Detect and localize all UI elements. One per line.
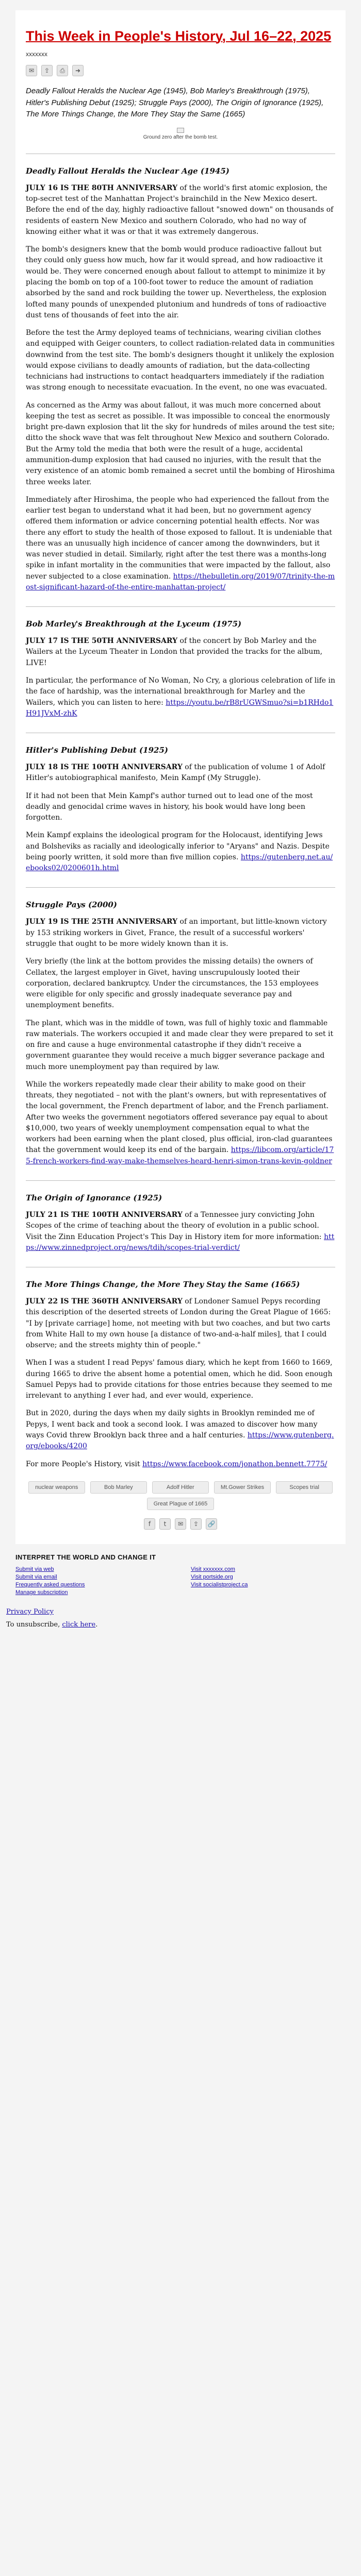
section-divider [26,606,335,607]
footer-link-visit-portside[interactable]: Visit portside.org [191,1573,233,1580]
email-icon[interactable]: ✉ [26,65,37,76]
article-link[interactable]: https://thebulletin.org/2019/07/trinity-the-most-significant-hazard-of-the-entire-manhattan-project/ [26,572,335,591]
article-link[interactable]: https://youtu.be/rB8rUGWSmuo?si=b1RHdo1H91JVxM-zhK [26,698,334,718]
paragraph-text: of the concert by Bob Marley and the Wailers at the Lyceum Theater in London that provided the tracks for the album, LIVE! [26,637,323,667]
tag-button[interactable]: Great Plague of 1665 [147,1498,215,1510]
facebook-icon[interactable]: f [144,1518,155,1530]
paragraph-text: The plant, which was in the middle of town, was full of highly toxic and flammable raw materials. The workers occupied it and made clear they were prepared to set it on fire and cause a huge environmental catastrophe if they didn't receive a government guarantee they would receive a much bigger severance package and much more unemployment pay than required by law. [26,1019,334,1071]
article-sections [26,154,335,1470]
article-link[interactable]: https://gutenberg.net.au/ebooks02/0200601h.html [26,853,333,873]
article-paragraph [26,791,335,824]
section-title: Hitler's Publishing Debut (1925) [26,745,168,755]
paragraph-text: The bomb's designers knew that the bomb would produce radioactive fallout but they could only guess how much, how far it would spread, and how radioactive it would be. They were concerned enough about fallout to attempt to minimize it by placing the bomb on top of a 100-foot tower to reduce the amount of radiation absorbed by the sand and rock building the tower up. Nevertheless, the explosion lofted many pounds of unexpended plutonium and hundreds of tons of radioactive dust tens of thousands of feet into the air. [26,245,327,319]
footer-link-visit-socialist-project[interactable]: Visit socialistproject.ca [191,1581,248,1588]
social-toolbar [26,1518,335,1530]
paragraph-text: In particular, the performance of No Woman, No Cry, a glorious celebration of life in the face of hardship, was the international breakthrough for Marley and the Wailers, which you can listen to here: [26,676,335,707]
section-divider [26,1180,335,1181]
print-icon[interactable]: ⎙ [57,65,68,76]
paragraph-text: of Londoner Samuel Pepys recording this description of the deserted streets of London during the Great Plague of 1665: "I by [private carriage] home, not meeting with but two coaches, and but two carts from White Hall to my own house [a distance of two-and-a-half miles], that I could observe; and the streets mighty thin of people." [26,1297,331,1350]
paragraph-text: But in 2020, during the days when my daily sights in Brooklyn reminded me of Pepys, I went back and took a second look. I was amazed to discover how many ways Covid threw Brooklyn back three and a half centuries. [26,1409,318,1439]
anniversary-lead: JULY 22 IS THE 360TH ANNIVERSARY [26,1297,183,1306]
unsubscribe-prefix: To unsubscribe, [6,1620,62,1629]
link-icon[interactable]: 🔗 [206,1518,217,1530]
section-title: The Origin of Ignorance (1925) [26,1193,162,1203]
anniversary-lead: JULY 18 IS THE 100TH ANNIVERSARY [26,763,183,772]
paragraph-text: Before the test the Army deployed teams of technicians, wearing civilian clothes and equipped with Geiger counters, to collect radiation-related data in communities downwind from the test site. The bomb's designers thought it unlikely the explosion would expose civilians to deadly amounts of radiation, but the data-collecting technicians had instructions to contact headquarters immediately if the radiation was strong enough to necessitate evacuation. In the event, no one was evacuated. [26,329,335,392]
paragraph-text: When I was a student I read Pepys' famous diary, which he kept from 1660 to 1669, during 1665 to drive the absent home a potential omen, which he did. Soon enough Samuel Pepys had to provide citations for those entries because they seemed to me irrelevant to anything I ever had, and ever would, experience. [26,1359,333,1400]
footer-link-submit-web[interactable]: Submit via web [15,1566,54,1572]
twitter-icon[interactable]: t [159,1518,171,1530]
image-icon [177,128,184,133]
byline: xxxxxxx [26,50,47,58]
article-link[interactable]: https://www.facebook.com/jonathon.bennett.7775/ [142,1460,327,1468]
section-title: Struggle Pays (2000) [26,900,117,910]
anniversary-lead: JULY 21 IS THE 100TH ANNIVERSARY [26,1211,183,1219]
article-paragraph [26,1210,335,1253]
paragraph-text: Immediately after Hiroshima, the people who had experienced the fallout from the earlier test began to understand what it had been, but no government agency offered them information or advice concerning potential health effects. Nor was there any effort to study the health of those exposed to fallout. It is undeniable that there was an unusually high incidence of cancer among the downwinders, but it was never studied in detail. Similarly, right after the test there was a months-long spike in infant mortality in the communities that were impacted by the fallout, also never subjected to a close examination. [26,495,332,581]
newsletter-title[interactable]: This Week in People's History, Jul 16–22, 2025 [26,28,332,44]
article-link[interactable]: https://www.zinnedproject.org/news/tdih/scopes-trial-verdict/ [26,1232,335,1252]
anniversary-lead: JULY 17 IS THE 50TH ANNIVERSARY [26,637,178,646]
forward-icon[interactable]: ➜ [72,65,84,76]
article-paragraph [26,830,335,874]
share-icon[interactable]: ⇪ [190,1518,202,1530]
footer-link-manage-subscription[interactable]: Manage subscription [15,1589,68,1596]
article-paragraph [26,675,335,719]
share-toolbar [26,65,335,76]
article-paragraph [26,917,335,950]
footer-link-visit-site[interactable]: Visit xxxxxxx.com [191,1566,235,1572]
anniversary-lead: JULY 19 IS THE 25TH ANNIVERSARY [26,918,178,926]
footer-link-faq[interactable]: Frequently asked questions [15,1581,85,1588]
paragraph-text: Mein Kampf explains the ideological program for the Holocaust, identifying Jews and Bolsheviks as racially and ideologically inferior to "Aryans" and Nazis. Despite being poorly written, it sold more than five million copies. [26,831,330,861]
paragraph-text: As concerned as the Army was about fallout, it was much more concerned about keeping the test as secret as possible. It was impossible to conceal the enormously bright pre-dawn explosion that lit the sky for hundreds of miles around the test site; ditto the shock wave that was felt throughout New Mexico and southern Colorado. But the Army told the media that both were the result of a huge, accidental ammunition-dump explosion that had caused no injuries, with the result that the very existence of an atomic bomb remained a secret until the bombing of Hiroshima three weeks later. [26,401,335,486]
section-title: The More Things Change, the More They Stay the Same (1665) [26,1280,300,1290]
article-paragraph [26,495,335,593]
article-paragraph [26,1079,335,1167]
article-paragraph [26,1296,335,1351]
article-link[interactable]: https://www.gutenberg.org/ebooks/4200 [26,1431,334,1451]
newsletter-footer [15,1553,346,1596]
tag-button[interactable]: Adolf Hitler [152,1481,209,1494]
article-paragraph [26,400,335,488]
privacy-policy-link[interactable]: Privacy Policy [6,1607,54,1616]
article-paragraph [26,762,335,784]
tag-list [26,1481,335,1510]
tag-button[interactable]: Bob Marley [90,1481,147,1494]
article-paragraph [26,1408,335,1452]
article-paragraph [26,328,335,394]
paragraph-text: of the publication of volume 1 of Adolf Hitler's autobiographical manifesto, Mein Kampf (My Struggle). [26,763,325,783]
share-icon[interactable]: ⇪ [41,65,53,76]
paragraph-text: of a Tennessee jury convicting John Scopes of the crime of teaching about the theory of evolution in a public school. Visit the Zinn Education Project's This Day in History item for more information: [26,1211,324,1241]
section-divider [26,887,335,888]
tag-button[interactable]: Scopes trial [276,1481,333,1494]
paragraph-text: of an important, but little-known victory by 153 striking workers in Givet, France, the result of a successful workers' struggle that ought to be more widely known than it is. [26,918,327,948]
article-paragraph [26,1358,335,1401]
newsletter-body [15,10,346,1544]
article-paragraph [26,636,335,669]
paragraph-text: Very briefly (the link at the bottom provides the missing details) the owners of Cellatex, the largest employer in Givet, having unscrupulously looted their corporation, declared bankruptcy. Under the circumstances, the 153 employees were eligible for only specific and grossly inadequate severance pay and unemployment benefits. [26,957,319,1010]
paragraph-text: If it had not been that Mein Kampf's author turned out to lead one of the most deadly and genocidal crime waves in history, his book would have long been forgotten. [26,791,313,822]
article-paragraph [26,183,335,238]
tag-button[interactable]: Mt.Gower Strikes [214,1481,271,1494]
email-icon[interactable]: ✉ [175,1518,186,1530]
footer-link-submit-email[interactable]: Submit via email [15,1573,57,1580]
section-title: Bob Marley's Breakthrough at the Lyceum (1975) [26,619,242,629]
anniversary-lead: JULY 16 IS THE 80TH ANNIVERSARY [26,183,178,192]
section-title: Deadly Fallout Heralds the Nuclear Age (1945) [26,166,229,176]
article-link[interactable]: https://libcom.org/article/175-french-workers-find-way-make-themselves-heard-henri-simon-trans-kevin-goldner [26,1146,334,1165]
article-paragraph [26,244,335,321]
footer-links [15,1566,346,1596]
tag-button[interactable]: nuclear weapons [28,1481,85,1494]
article-paragraph [26,956,335,1011]
unsubscribe-line: To unsubscribe, click here. [6,1620,98,1629]
footer-title: INTERPRET THE WORLD AND CHANGE IT [15,1553,156,1561]
paragraph-text: For more People's History, visit [26,1460,143,1468]
intro-summary: Deadly Fallout Heralds the Nuclear Age (1945), Bob Marley's Breakthrough (1975), Hitler's Publishing Debut (1925); Struggle Pays (2000), The Origin of Ignorance (1925), The More Things Change, the More They Stay the Same (1665) [26,87,324,119]
legal-footer [0,1596,361,1629]
hero-caption: Ground zero after the bomb test. [143,134,218,140]
article-paragraph [26,1018,335,1073]
paragraph-text: of the world's first atomic explosion, the top-secret test of the Manhattan Project's brainchild in the New Mexico desert. Before the end of the day, highly radioactive fallout "snowed down" on thousands of residents of eastern New Mexico and southern Colorado, who had no way of knowing either what it was or that it was extremely dangerous. [26,183,334,236]
hero-image [26,128,335,140]
paragraph-text: While the workers repeatedly made clear their ability to make good on their threats, they negotiated – not with the plant's owners, but with representatives of the local government, the French department of labor, and the French parliament. After two weeks the government negotiators offered severance pay equal to about $10,000, two years of weekly unemployment compensation equal to what the workers had been earning when the plant closed, plus official, iron-clad guarantees that the government would keep its end of the bargain. [26,1080,333,1155]
unsubscribe-link[interactable]: click here [62,1620,96,1629]
article-paragraph [26,1459,335,1470]
